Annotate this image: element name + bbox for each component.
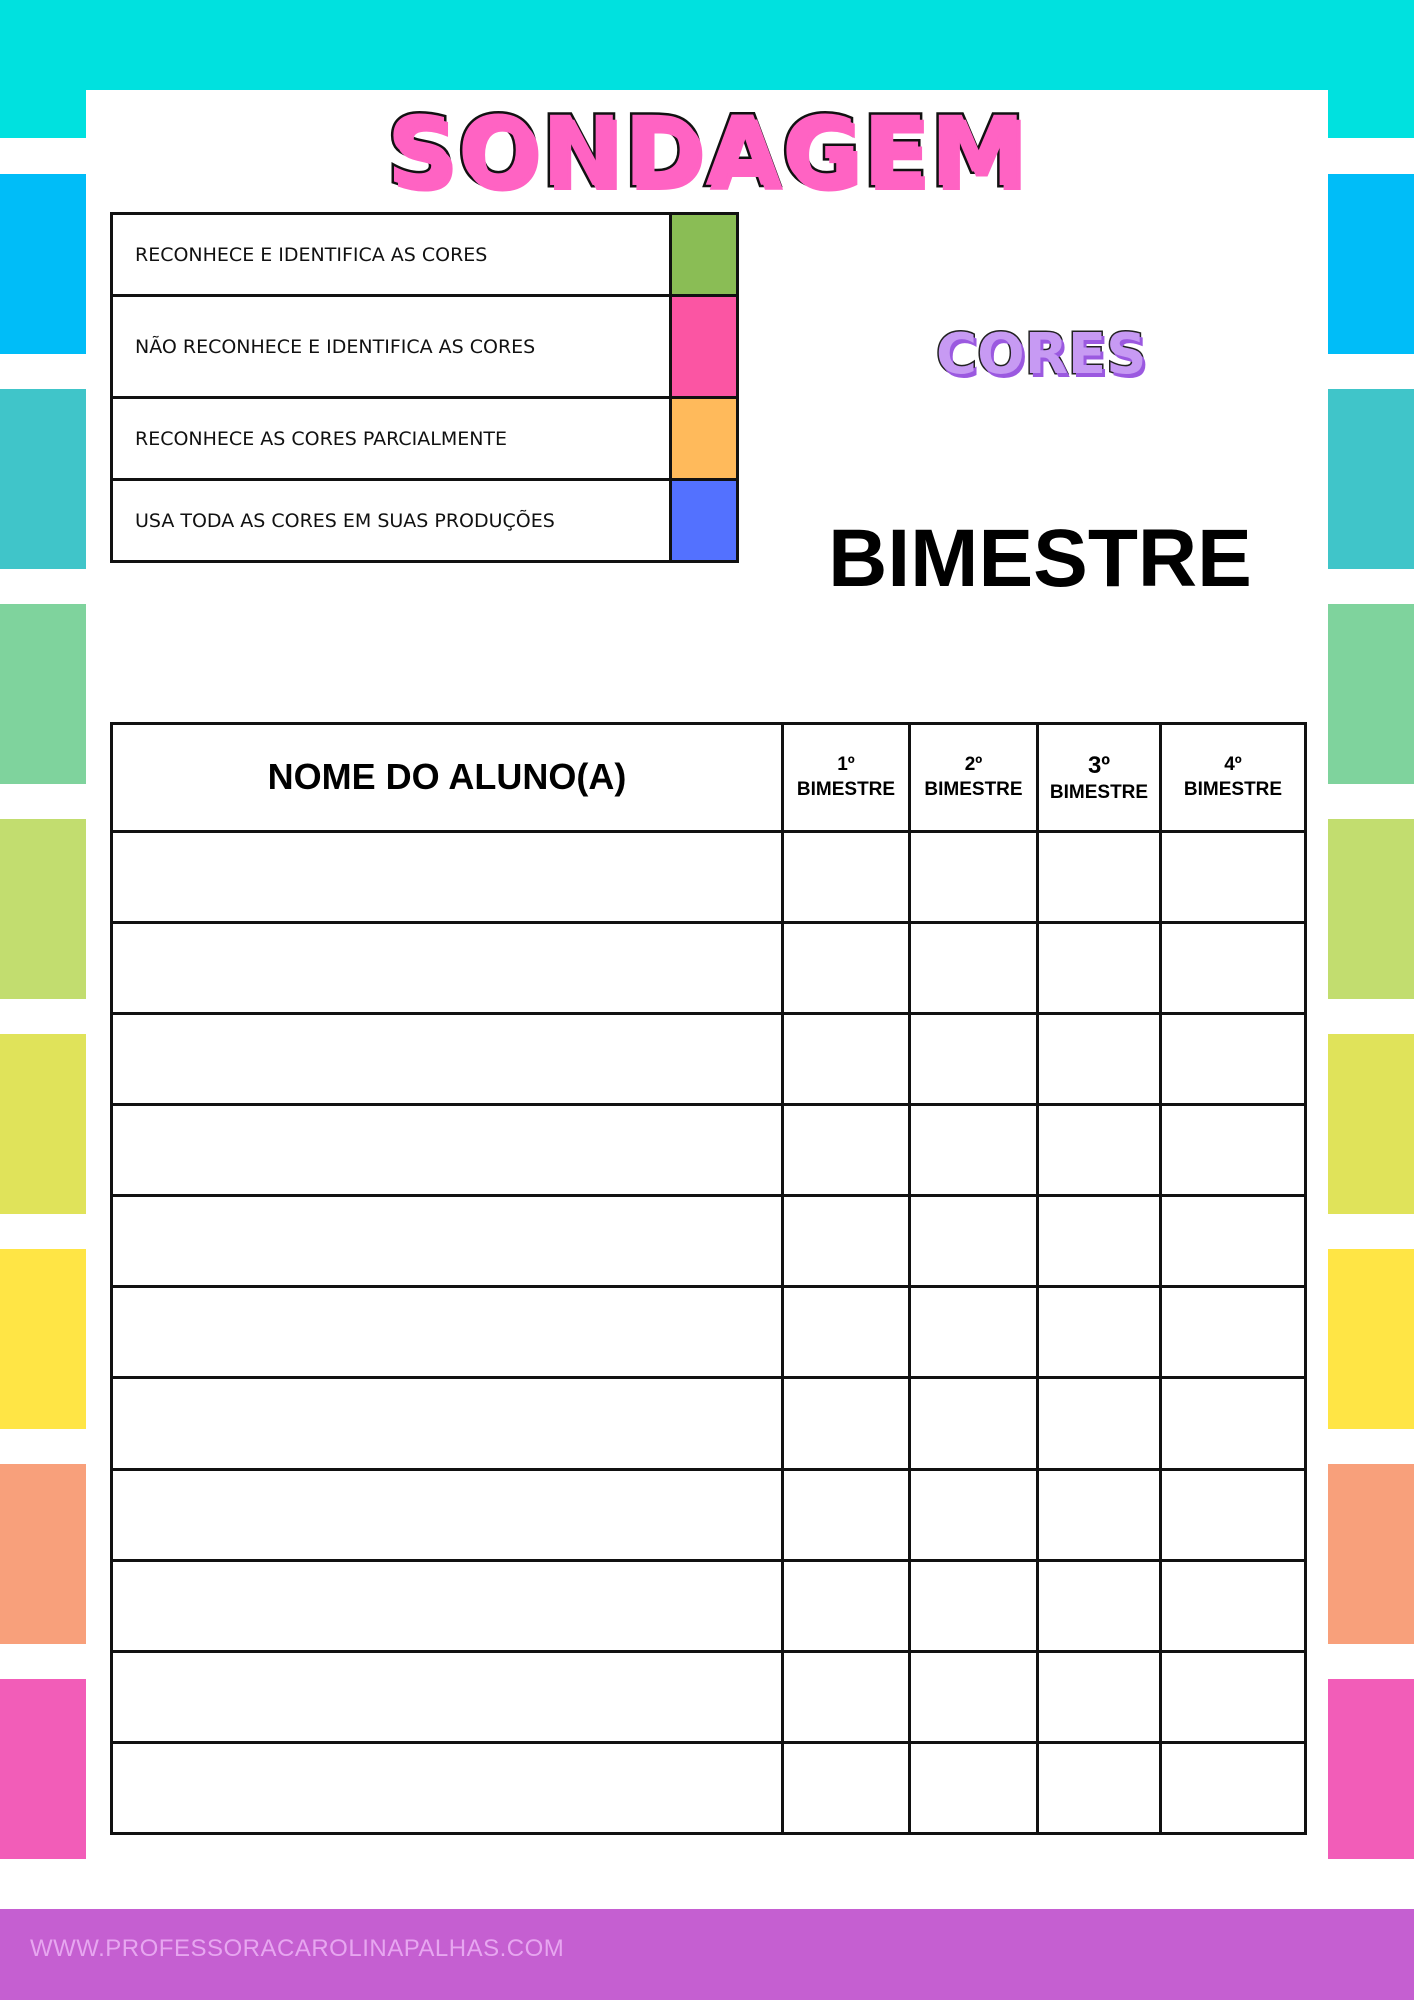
period-cell[interactable] [1038, 923, 1161, 1014]
student-name-cell[interactable] [112, 1287, 783, 1378]
period-cell[interactable] [1161, 1287, 1306, 1378]
period-cell[interactable] [783, 1651, 910, 1742]
period-cell[interactable] [783, 1378, 910, 1469]
side-stripe-right [1328, 1034, 1414, 1214]
student-name-header: NOME DO ALUNO(A) [112, 724, 783, 832]
period-cell[interactable] [1161, 1651, 1306, 1742]
legend-swatch-pink [671, 296, 738, 398]
period-heading: BIMESTRE [828, 513, 1252, 604]
side-stripe-right [1328, 819, 1414, 999]
student-name-cell[interactable] [112, 1105, 783, 1196]
period-cell[interactable] [1161, 1105, 1306, 1196]
period-label: BIMESTRE [1183, 778, 1283, 800]
period-header [1161, 724, 1306, 832]
period-cell[interactable] [910, 923, 1038, 1014]
period-cell[interactable] [1161, 1469, 1306, 1560]
period-header [783, 724, 910, 832]
period-cell[interactable] [910, 1014, 1038, 1105]
table-row [112, 1196, 1306, 1287]
legend-row [112, 398, 738, 480]
period-ordinal: 3º [1087, 751, 1111, 779]
period-cell[interactable] [1161, 1378, 1306, 1469]
period-cell[interactable] [910, 1287, 1038, 1378]
period-cell[interactable] [1161, 1560, 1306, 1651]
legend-swatch-orange [671, 398, 738, 480]
table-row [112, 1014, 1306, 1105]
side-stripe-right [1328, 389, 1414, 569]
student-name-cell[interactable] [112, 832, 783, 923]
period-cell[interactable] [1038, 1742, 1161, 1833]
legend-swatch-green [671, 214, 738, 296]
table-row [112, 1560, 1306, 1651]
side-stripe-left [0, 604, 86, 784]
period-cell[interactable] [910, 1651, 1038, 1742]
period-cell[interactable] [1038, 1651, 1161, 1742]
student-name-cell[interactable] [112, 1196, 783, 1287]
side-stripe-left [0, 1464, 86, 1644]
period-cell[interactable] [1038, 1560, 1161, 1651]
table-row [112, 923, 1306, 1014]
period-cell[interactable] [1038, 1469, 1161, 1560]
side-stripe-right [1328, 604, 1414, 784]
student-name-cell[interactable] [112, 1014, 783, 1105]
side-stripe-left [0, 389, 86, 569]
subject-title: CORES [936, 322, 1147, 387]
legend-label: RECONHECE E IDENTIFICA AS CORES [112, 214, 671, 296]
legend-label: USA TODA AS CORES EM SUAS PRODUÇÕES [112, 480, 671, 562]
period-cell[interactable] [783, 1196, 910, 1287]
grade-table [110, 722, 1307, 1835]
period-cell[interactable] [910, 1742, 1038, 1833]
table-row [112, 1105, 1306, 1196]
legend-swatch-blue [671, 480, 738, 562]
period-ordinal: 4º [1224, 753, 1242, 775]
period-cell[interactable] [783, 1105, 910, 1196]
period-ordinal: 2º [964, 753, 983, 775]
legend-table [110, 212, 739, 563]
period-cell[interactable] [1038, 1378, 1161, 1469]
period-label: BIMESTRE [796, 778, 896, 800]
side-stripe-left [0, 1249, 86, 1429]
period-cell[interactable] [1038, 1014, 1161, 1105]
period-cell[interactable] [1161, 1196, 1306, 1287]
table-row [112, 1742, 1306, 1833]
period-label: BIMESTRE [1049, 781, 1149, 803]
period-cell[interactable] [783, 1014, 910, 1105]
period-cell[interactable] [1161, 1742, 1306, 1833]
period-cell[interactable] [910, 1469, 1038, 1560]
student-name-cell[interactable] [112, 1651, 783, 1742]
period-ordinal: 1º [837, 753, 855, 775]
table-row [112, 1287, 1306, 1378]
student-name-cell[interactable] [112, 923, 783, 1014]
period-label: BIMESTRE [924, 778, 1023, 800]
period-cell[interactable] [910, 1378, 1038, 1469]
side-stripe-left [0, 1679, 86, 1859]
period-cell[interactable] [910, 832, 1038, 923]
period-cell[interactable] [783, 832, 910, 923]
table-row [112, 832, 1306, 923]
period-cell[interactable] [1038, 832, 1161, 923]
footer-url: WWW.PROFESSORACAROLINAPALHAS.COM [30, 1935, 565, 1962]
period-cell[interactable] [1038, 1105, 1161, 1196]
side-stripe-left [0, 819, 86, 999]
legend-label: RECONHECE AS CORES PARCIALMENTE [112, 398, 671, 480]
legend-row [112, 296, 738, 398]
period-header [1038, 724, 1161, 832]
student-name-cell[interactable] [112, 1742, 783, 1833]
grade-table-body [112, 832, 1306, 1834]
student-name-cell[interactable] [112, 1378, 783, 1469]
table-row [112, 1651, 1306, 1742]
period-cell[interactable] [783, 923, 910, 1014]
side-stripe-right [1328, 1679, 1414, 1859]
period-cell[interactable] [910, 1560, 1038, 1651]
side-stripe-right [1328, 1249, 1414, 1429]
period-cell[interactable] [783, 1560, 910, 1651]
student-name-cell[interactable] [112, 1560, 783, 1651]
period-cell[interactable] [1161, 1014, 1306, 1105]
period-cell[interactable] [1161, 832, 1306, 923]
period-cell[interactable] [783, 1469, 910, 1560]
header-row [112, 724, 1306, 832]
period-cell[interactable] [783, 1287, 910, 1378]
legend-row [112, 480, 738, 562]
table-row [112, 1469, 1306, 1560]
legend-label: NÃO RECONHECE E IDENTIFICA AS CORES [112, 296, 671, 398]
student-name-cell[interactable] [112, 1469, 783, 1560]
period-cell[interactable] [1038, 1196, 1161, 1287]
side-stripe-left [0, 1034, 86, 1214]
period-cell[interactable] [1038, 1287, 1161, 1378]
page-title: SONDAGEM [386, 96, 1028, 208]
period-cell[interactable] [910, 1196, 1038, 1287]
table-row [112, 1378, 1306, 1469]
period-cell[interactable] [910, 1105, 1038, 1196]
legend-row [112, 214, 738, 296]
period-header [910, 724, 1038, 832]
period-cell[interactable] [1161, 923, 1306, 1014]
side-stripe-right [1328, 1464, 1414, 1644]
period-cell[interactable] [783, 1742, 910, 1833]
